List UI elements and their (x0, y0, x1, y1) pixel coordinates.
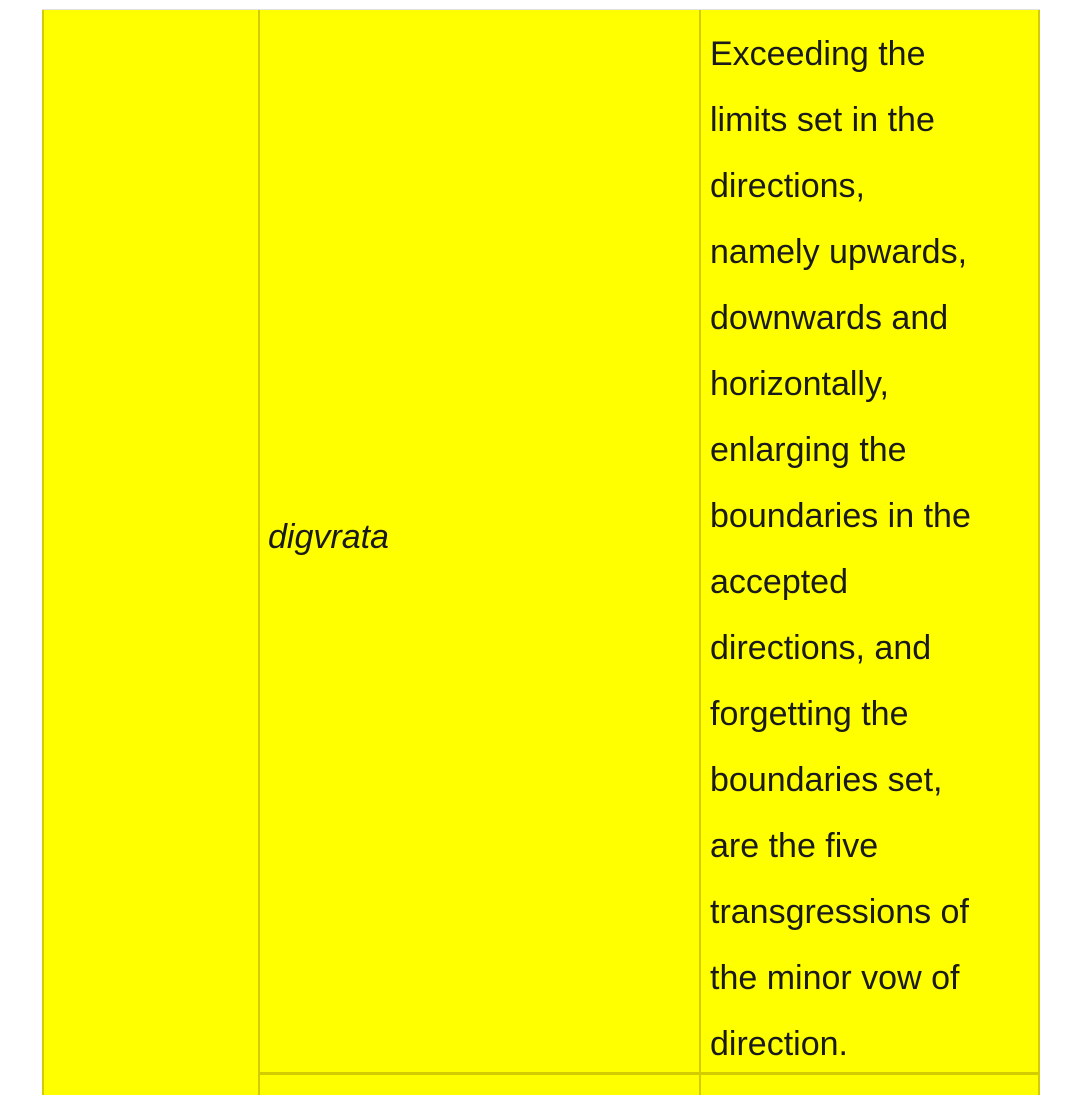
description-line: forgetting the (710, 695, 909, 733)
vows-table (42, 10, 1040, 1095)
column-divider-1 (258, 10, 260, 1095)
description-line: directions, (710, 167, 865, 205)
table-border-right (1038, 10, 1040, 1095)
description-line: horizontally, (710, 365, 889, 403)
description-cell (710, 21, 1030, 1077)
description-line: directions, and (710, 629, 932, 667)
table-border-left (42, 10, 44, 1095)
description-line: are the five (710, 827, 879, 865)
description-line: Exceeding the (710, 35, 926, 73)
description-line: boundaries in the (710, 497, 971, 535)
term-cell: digvrata (268, 518, 389, 556)
description-line: accepted (710, 563, 848, 601)
column-divider-2 (699, 10, 701, 1095)
description-line: the minor vow of (710, 959, 960, 997)
description-line: limits set in the (710, 101, 935, 139)
description-line: namely upwards, (710, 233, 968, 271)
description-line: direction. (710, 1025, 848, 1063)
description-line: downwards and (710, 299, 949, 337)
description-line: enlarging the (710, 431, 907, 469)
description-line: transgressions of (710, 893, 969, 931)
description-line: boundaries set, (710, 761, 943, 799)
